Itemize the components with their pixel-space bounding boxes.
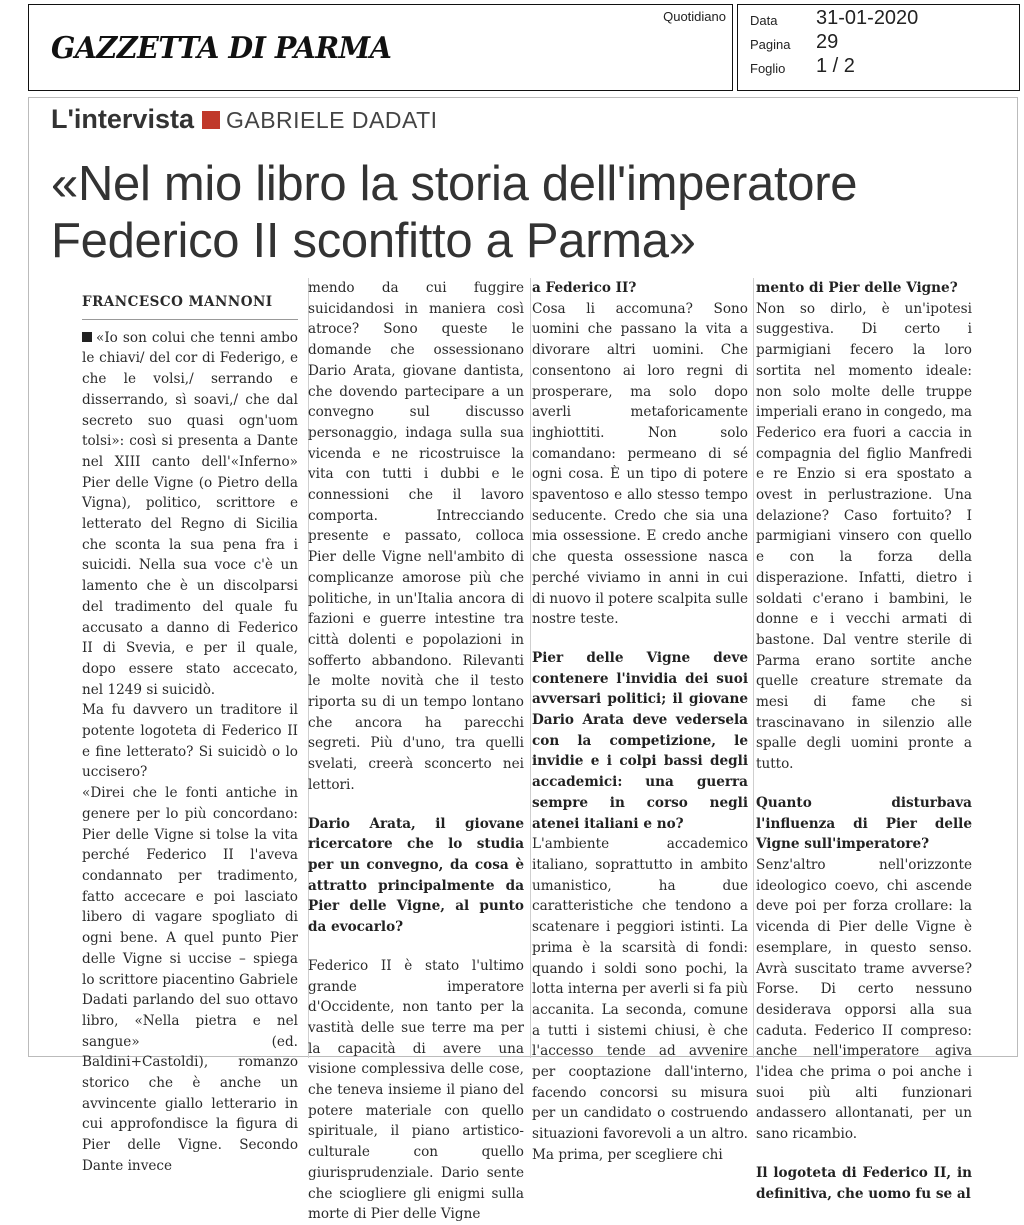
spacer <box>308 938 524 956</box>
kicker <box>51 104 438 135</box>
byline: FRANCESCO MANNONI <box>82 278 298 320</box>
data-label: Data <box>750 13 778 28</box>
interview-subject: GABRIELE DADATI <box>225 107 438 133</box>
paragraph: Senz'altro nell'orizzonte ideologico coevo, chi ascende deve poi per forza crollare: la vicenda di Pier delle Vigne è esemplare, in questo senso. Avrà suscitato trame avverse? Forse. Di certo nessuno desiderava opporsi alla sua caduta. Federico II compreso: anche nell'imperatore agiva l'idea che prima o poi anche i suoi più alti funzionari andassero allontanati, per un sano ricambio. <box>756 856 972 1143</box>
question: Dario Arata, il giovane ricercatore che lo studia per un convegno, da cosa è attratto principalmente da Pier delle Vigne, al punto da evocarlo? <box>308 815 524 936</box>
column-2 <box>308 278 524 1225</box>
pagina-value: 29 <box>816 31 839 53</box>
question: Quanto disturbava l'influenza di Pier delle Vigne sull'imperatore? <box>756 794 972 853</box>
paragraph-text: «Io son colui che tenni ambo le chiavi/ del cor di Federigo, e che le volsi,/ serrando e disserrando, sì soavi,/ che dal secreto suo quasi ogn'uom tolsi»: così si presenta a Dante nel XIII canto dell'«Inferno» Pier delle Vigne (o Pietro della Vigna), politico, scrittore e letterato del Regno di Sicilia che sconta la sua pena fra i suicidi. Nella sua voce c'è un lamento che è un discolparsi del tradimento del quale fu accusato a danno di Federico II di Svevia, e per il quale, dopo essere stato accecato, nel 1249 si suicidò. <box>82 329 298 698</box>
newspaper-title: GAZZETTA DI PARMA <box>51 31 392 66</box>
headline-line-1: «Nel mio libro la storia dell'imperatore <box>51 157 858 211</box>
paragraph <box>82 328 298 701</box>
question: Il logoteta di Federico II, in definitiva, che uomo fu se al <box>756 1164 972 1202</box>
paragraph: mendo da cui fuggire suicidandosi in maniera così atroce? Sono queste le domande che ossessionano Dario Arata, giovane dantista, che dovendo partecipare a un convegno sul discusso personaggio, indaga sulla sua vicenda e ne ricostruisce la vita con tutti i dubbi e le connessioni che il lavoro comporta. Intrecciando presente e passato, colloca Pier delle Vigne nell'ambito di complicanze amorose più che politiche, in un'Italia ancora di fazioni e guerre intestine tra città dolenti e popolazioni in sofferto abbandono. Rilevanti le molte novità che il testo riporta su di un tempo lontano che ancora ha parecchi segreti. Più d'uno, tra quelli svelati, creerà sconcerto nei lettori. <box>308 280 524 793</box>
frequency-label: Quotidiano <box>663 9 726 24</box>
article <box>28 97 1018 1223</box>
paragraph: Ma fu davvero un traditore il potente logoteta di Federico II e fine letterato? Si suicidò o lo uccisero? <box>82 702 298 781</box>
foglio-value: 1 / 2 <box>816 55 855 77</box>
pagina-label: Pagina <box>750 37 791 52</box>
column-1 <box>82 278 298 1177</box>
foglio-label: Foglio <box>750 61 786 76</box>
column-divider <box>753 278 754 1058</box>
spacer <box>756 775 972 793</box>
info-box <box>737 4 1020 91</box>
question: Pier delle Vigne deve contenere l'invidia dei suoi avversari politici; il giovane Dario Arata deve vedersela con la competizione, le invidie e i colpi bassi degli accademici: una guerra sempre in corso negli atenei italiani e no? <box>532 649 748 832</box>
masthead-box <box>28 4 733 91</box>
paragraph: Cosa li accomuna? Sono uomini che passano la vita a divorare altri uomini. Che consentono ai loro regni di prosperare, ma solo dopo averli metaforicamente inghiottiti. Non solo comandano: permeano di sé ogni cosa. È un tipo di potere spaventoso e allo stesso tempo seducente. Credo che sia una mia ossessione. E credo anche che questa ossessione nasca perché viviamo in anni in cui di nuovo il potere scalpita sulle nostre teste. <box>532 300 748 628</box>
paragraph: Federico II è stato l'ultimo grande imperatore d'Occidente, non tanto per la vastità delle sue terre ma per la capacità di avere una visione complessiva delle cose, che teneva insieme il piano del potere materiale con quello spirituale, il piano artistico-culturale con quello giurisprudenziale. Dario sente che sciogliere gli enigmi sulla morte di Pier delle Vigne <box>308 957 524 1223</box>
column-3 <box>532 278 748 1166</box>
paragraph: L'ambiente accademico italiano, soprattutto in ambito umanistico, ha due caratteristiche che tendono a scatenare i peggiori istinti. La prima è la scarsità di fondi: quando i soldi sono pochi, la lotta interna per averli si fa più accanita. La seconda, comune a tutti i sistemi chiusi, è che l'accesso tende ad avvenire per cooptazione dall'interno, facendo concorsi su misura per un candidato o costruendo situazioni favorevoli a un altro. Ma prima, per scegliere chi <box>532 836 748 1163</box>
red-square-icon <box>202 111 220 129</box>
data-value: 31-01-2020 <box>816 7 919 29</box>
column-4 <box>756 278 972 1204</box>
paragraph: Non so dirlo, è un'ipotesi suggestiva. Di certo i parmigiani fecero la loro sortita nel momento ideale: non solo molte delle truppe imperiali erano in congedo, ma Federico era fuori a caccia in compagnia del figlio Manfredi e re Enzio si era spostato a ovest in perlustrazione. Una delazione? Caso fortuito? I parmigiani vinsero con quello e con la forza della disperazione. Infatti, dietro i soldati c'erano i bambini, le donne e i vecchi armati di bastone. Dal ventre sterile di Parma erano sortite anche quelle creature stremate da mesi di fame che si trascinavano in silenzio alle spalle degli uomini pronte a tutto. <box>756 300 972 773</box>
spacer <box>308 796 524 814</box>
spacer <box>532 630 748 648</box>
bullet-icon <box>82 332 92 342</box>
question: mento di Pier delle Vigne? <box>756 280 958 296</box>
paragraph: «Direi che le fonti antiche in genere per lo più concordano: Pier delle Vigne si tolse la vita perché Federico II l'aveva condannato per tradimento, fatto accecare e poi lasciato libero di vagare spogliato di ogni bene. A quel punto Pier delle Vigne si uccise – spiega lo scrittore piacentino Gabriele Dadati parlando del suo ottavo libro, «Nella pietra e nel sangue» (ed. Baldini+Castoldi), romanzo storico che è anche un avvincente giallo letterario in cui approfondisce la figura di Pier delle Vigne. Secondo Dante invece <box>82 785 298 1174</box>
headline <box>51 156 1011 270</box>
column-divider <box>530 278 531 1058</box>
section-label: L'intervista <box>51 104 194 134</box>
question: a Federico II? <box>532 280 637 296</box>
headline-line-2: Federico II sconfitto a Parma» <box>51 214 696 268</box>
spacer <box>756 1145 972 1163</box>
